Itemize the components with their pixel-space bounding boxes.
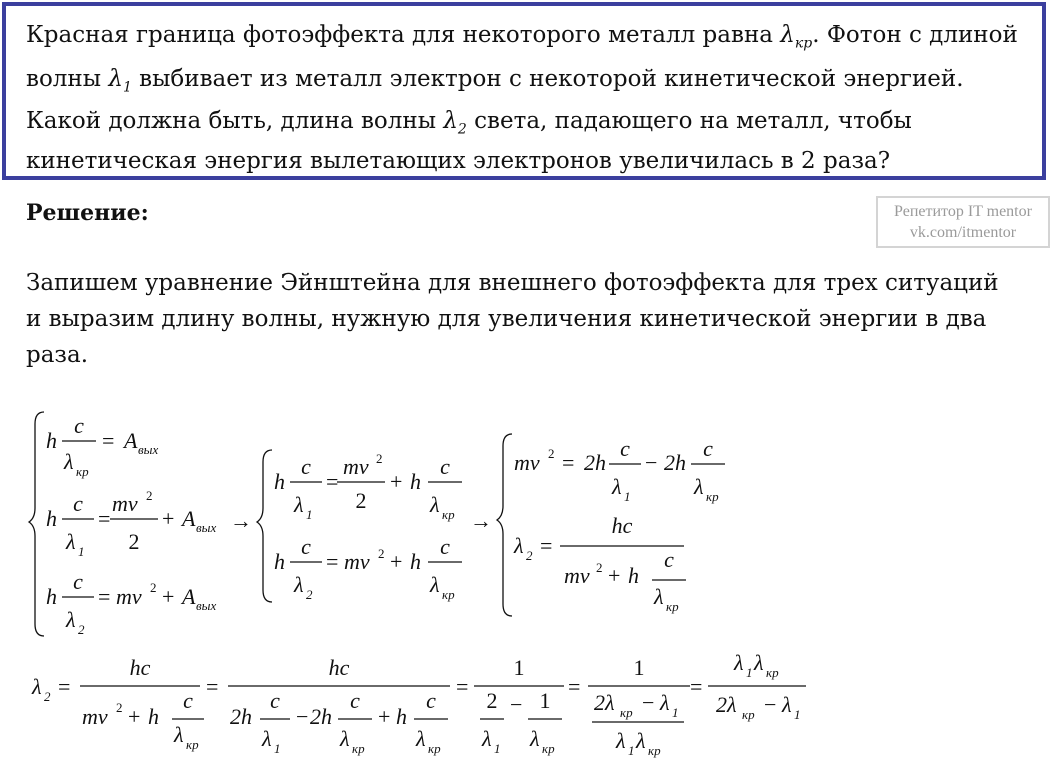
problem-line-2: волны $\lambda_1$ выбивает из металл электрон с некоторой кинетической энергией. <box>26 66 964 96</box>
math-sub-1: 1 <box>794 707 801 722</box>
math-c: c <box>664 547 674 572</box>
math-lambda: λ <box>416 726 426 751</box>
math-sq: 2 <box>548 446 555 461</box>
math-sub-kr: кр <box>186 737 199 752</box>
math-lambda: λ <box>66 529 76 554</box>
math-eq: = <box>206 674 219 699</box>
math-minus: − <box>642 690 655 715</box>
math-sub-2: 2 <box>306 587 313 602</box>
math-sub-kr: кр <box>428 741 441 756</box>
math-plus: + <box>162 584 175 609</box>
math-lambda: λ <box>66 607 76 632</box>
math-c: c <box>301 454 311 479</box>
math-lambda: λ <box>782 692 792 717</box>
math-sub-kr: кр <box>442 587 455 602</box>
math-c: c <box>74 413 84 438</box>
math-sub-1: 1 <box>628 743 635 758</box>
math-two: 2 <box>128 529 140 554</box>
math-sub-2: 2 <box>78 622 85 637</box>
math-sub-vyh: вых <box>196 520 217 535</box>
math-c: c <box>183 688 193 713</box>
math-lambda: λ <box>174 722 184 747</box>
lambda-kr-symbol: $\lambda_{кр}$ <box>780 22 813 52</box>
math-h: h <box>46 506 57 531</box>
math-one: 1 <box>513 655 525 680</box>
math-mv: mv <box>514 450 540 475</box>
math-lambda: λ <box>514 533 524 558</box>
math-eq: = <box>326 469 339 494</box>
math-eq: = <box>326 549 339 574</box>
math-two-h: 2h <box>310 704 332 729</box>
math-eq: = <box>58 674 71 699</box>
math-h: h <box>46 428 57 453</box>
math-lambda: λ <box>530 726 540 751</box>
math-sq: 2 <box>116 700 123 715</box>
problem-line-4: кинетическая энергия вылетающих электронов увеличилась в 2 раза? <box>26 148 891 174</box>
math-eq: = <box>98 506 111 531</box>
math-c: c <box>301 534 311 559</box>
math-c: c <box>426 688 436 713</box>
math-sub-1: 1 <box>78 544 85 559</box>
math-sub-kr: кр <box>76 464 89 479</box>
problem-line-3: Какой должна быть, длина волны $\lambda_2$ света, падающего на металл, чтобы <box>26 108 912 138</box>
math-h: h <box>274 549 285 574</box>
math-lambda: λ <box>612 474 622 499</box>
math-minus: − <box>510 692 523 717</box>
math-c: c <box>440 454 450 479</box>
math-c: c <box>270 688 280 713</box>
math-lambda: λ <box>660 690 670 715</box>
math-c: c <box>73 491 83 516</box>
math-lambda: λ <box>262 726 272 751</box>
math-hc: hc <box>611 513 633 538</box>
math-two-lambda: 2λ <box>716 692 737 717</box>
math-lambda: λ <box>636 728 646 753</box>
math-h: h <box>46 584 57 609</box>
math-lambda: λ <box>754 650 764 675</box>
math-A: A <box>182 506 196 531</box>
math-plus: + <box>608 563 621 588</box>
math-lambda: λ <box>734 650 744 675</box>
math-lambda: λ <box>340 726 350 751</box>
math-sq: 2 <box>378 546 385 561</box>
math-sub-kr: кр <box>352 741 365 756</box>
math-lambda: λ <box>430 572 440 597</box>
math-sub-kr: кр <box>620 705 633 720</box>
math-lambda: λ <box>694 474 704 499</box>
math-minus: − <box>764 692 777 717</box>
math-sub-1: 1 <box>746 665 753 680</box>
math-arrow: → <box>470 508 492 533</box>
math-h: h <box>396 704 407 729</box>
math-c: c <box>703 436 713 461</box>
math-two: 2 <box>355 488 367 513</box>
math-c: c <box>620 436 630 461</box>
math-lambda: λ <box>430 492 440 517</box>
math-sub-1: 1 <box>306 507 313 522</box>
math-sub-1: 1 <box>274 741 281 756</box>
math-one: 1 <box>539 688 551 713</box>
lambda-1-symbol: $\lambda_1$ <box>108 66 132 96</box>
math-two-lambda: 2λ <box>594 690 615 715</box>
math-lambda: λ <box>64 449 74 474</box>
math-sub-kr: кр <box>442 507 455 522</box>
math-sub-kr: кр <box>706 489 719 504</box>
math-c: c <box>350 688 360 713</box>
math-lambda: λ <box>294 492 304 517</box>
math-sub-kr: кр <box>542 741 555 756</box>
math-sub-vyh: вых <box>138 442 159 457</box>
math-eq: = <box>540 533 553 558</box>
math-sub-1: 1 <box>624 489 631 504</box>
math-sq: 2 <box>376 451 383 466</box>
math-eq: = <box>102 428 115 453</box>
math-sq: 2 <box>146 488 153 503</box>
math-hc: hc <box>328 655 350 680</box>
watermark-line-1: Репетитор IT mentor <box>894 203 1032 220</box>
math-h: h <box>410 549 421 574</box>
brace-system-2 <box>257 450 272 602</box>
math-h: h <box>148 704 159 729</box>
math-mv: mv <box>343 454 369 479</box>
math-minus: − <box>645 450 658 475</box>
math-mv: mv <box>564 563 590 588</box>
math-plus: + <box>390 549 403 574</box>
math-lambda: λ <box>654 584 664 609</box>
math-sub-vyh: вых <box>196 598 217 613</box>
math-lambda: λ <box>32 674 42 699</box>
math-plus: + <box>128 704 141 729</box>
math-two-h: 2h <box>230 704 252 729</box>
math-arrow: → <box>230 508 252 533</box>
problem-line-1: Красная граница фотоэффекта для некоторого металл равна $\lambda_{кр}$. Фотон с длиной <box>26 22 1018 52</box>
math-sub-kr: кр <box>742 707 755 722</box>
math-sq: 2 <box>596 560 603 575</box>
brace-system-1 <box>29 412 44 636</box>
math-sq: 2 <box>150 580 157 595</box>
math-h: h <box>410 469 421 494</box>
math-hc: hc <box>129 655 151 680</box>
math-c: c <box>73 569 83 594</box>
explanation-line-3: раза. <box>26 342 89 368</box>
math-eq: = <box>568 674 581 699</box>
math-plus: + <box>378 704 391 729</box>
math-eq: = <box>98 584 111 609</box>
math-mv: mv <box>82 704 108 729</box>
math-A: A <box>182 584 196 609</box>
math-mv: mv <box>344 549 370 574</box>
math-sub-kr: кр <box>666 599 679 614</box>
math-sub-1: 1 <box>672 705 679 720</box>
math-eq: = <box>456 674 469 699</box>
math-plus: + <box>390 469 403 494</box>
math-plus: + <box>162 506 175 531</box>
math-mv: mv <box>116 584 142 609</box>
lambda-2-symbol: $\lambda_2$ <box>443 108 467 138</box>
math-one: 1 <box>633 655 645 680</box>
solution-heading: Решение: <box>26 200 149 226</box>
math-sub-2: 2 <box>44 689 51 704</box>
math-lambda: λ <box>294 572 304 597</box>
math-eq: = <box>562 450 575 475</box>
math-lambda: λ <box>482 726 492 751</box>
math-sub-1: 1 <box>494 741 501 756</box>
math-mv: mv <box>112 491 138 516</box>
math-two-h: 2h <box>584 450 606 475</box>
math-sub-2: 2 <box>526 548 533 563</box>
math-sub-kr: кр <box>766 665 779 680</box>
math-c: c <box>440 534 450 559</box>
brace-system-3 <box>497 434 512 616</box>
math-h: h <box>628 563 639 588</box>
math-eq: = <box>690 674 703 699</box>
math-h: h <box>274 469 285 494</box>
explanation-line-1: Запишем уравнение Эйнштейна для внешнего фотоэффекта для трех ситуаций <box>26 270 999 296</box>
math-sub-kr: кр <box>648 743 661 758</box>
math-minus: − <box>296 704 309 729</box>
explanation-line-2: и выразим длину волны, нужную для увеличения кинетической энергии в два <box>26 306 987 332</box>
watermark-line-2: vk.com/itmentor <box>909 224 1017 241</box>
math-lambda: λ <box>616 728 626 753</box>
math-A: A <box>124 428 138 453</box>
math-two-h: 2h <box>664 450 686 475</box>
math-two: 2 <box>486 688 498 713</box>
